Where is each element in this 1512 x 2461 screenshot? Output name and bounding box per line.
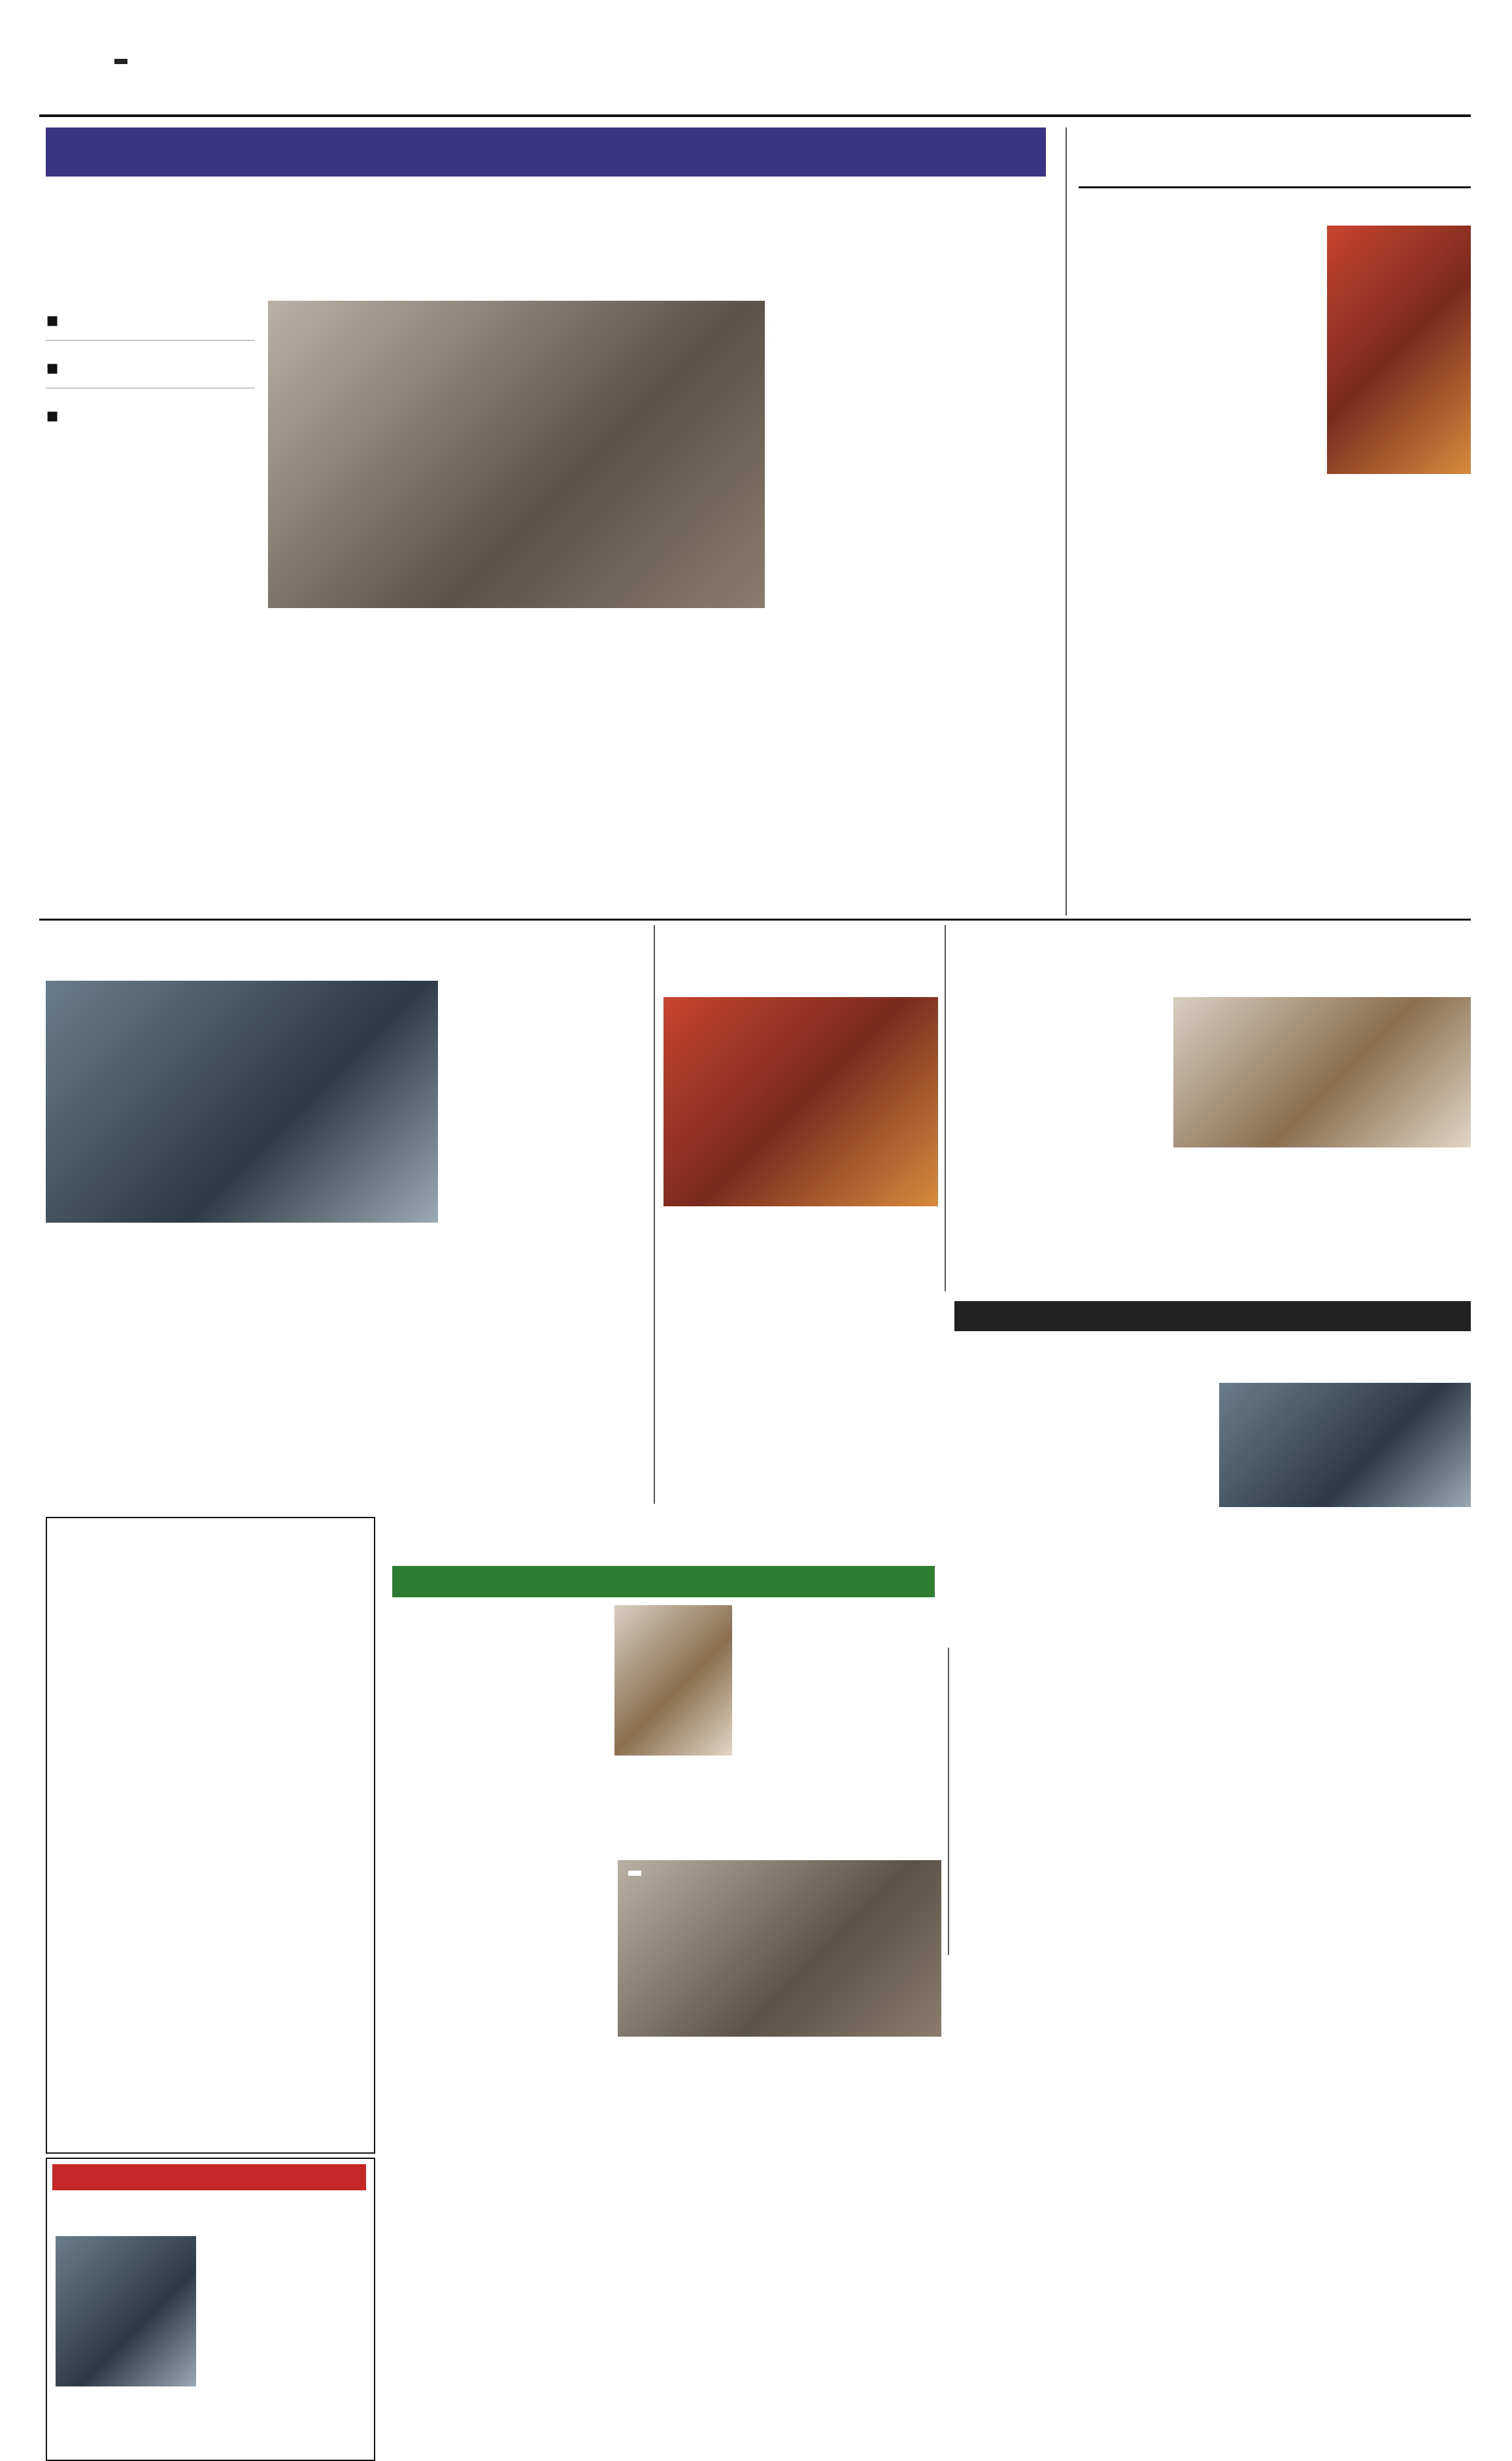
andhra-body: [56, 1563, 363, 2145]
rifle-subhead: [392, 1566, 935, 1597]
housing-body-continued: [618, 2043, 941, 2148]
president-photo: [56, 2236, 196, 2386]
court-body: [664, 1213, 938, 1504]
lead-bullets: [46, 307, 255, 429]
lead-headline: [46, 183, 1052, 294]
right-top-body-continued: [1079, 481, 1471, 915]
right-top-subhead: [1079, 186, 1471, 188]
president-body: [203, 2236, 366, 2386]
header-rule: [39, 114, 1471, 117]
pitabash-kicker: [954, 1301, 1471, 1331]
tribal-body: [954, 997, 1164, 1291]
lead-bullet: ▪: [46, 355, 255, 388]
rifle-body: [392, 1605, 608, 1775]
lead-kicker: [46, 127, 1046, 177]
dacoits-body: [954, 1726, 1471, 1955]
lead-bullet: ▪: [46, 404, 59, 427]
column-rule: [1066, 127, 1067, 915]
column-rule: [945, 925, 946, 1291]
rifle-body-continued: [739, 1605, 941, 1775]
lead-photo: [268, 301, 765, 608]
edition-city: [114, 59, 127, 64]
lead-body: [46, 618, 765, 915]
right-top-body: [1079, 226, 1317, 474]
tribal-photo: [1173, 997, 1471, 1147]
lead-bullet: ▪: [46, 307, 255, 341]
court-photo: [664, 997, 938, 1206]
president-tag: [52, 2164, 366, 2190]
pitabash-body: [954, 1383, 1209, 1638]
housing-photo-caption: [628, 1871, 641, 1876]
agri-body: [46, 1229, 647, 1504]
pitabash-photo: [1219, 1383, 1471, 1507]
section-rule: [39, 919, 1471, 921]
pitabash-body-continued: [1219, 1514, 1471, 1638]
lead-body-continued: [778, 301, 1052, 915]
tribal-body-continued: [1173, 1154, 1471, 1291]
column-rule: [948, 1648, 949, 1955]
agri-photo: [46, 981, 438, 1223]
housing-body: [392, 1860, 608, 2148]
column-rule: [654, 925, 655, 1504]
rifle-photo: [614, 1605, 732, 1756]
agri-body-side: [451, 981, 647, 1223]
housing-photo: [618, 1860, 941, 2037]
right-top-illustration: [1327, 226, 1471, 474]
